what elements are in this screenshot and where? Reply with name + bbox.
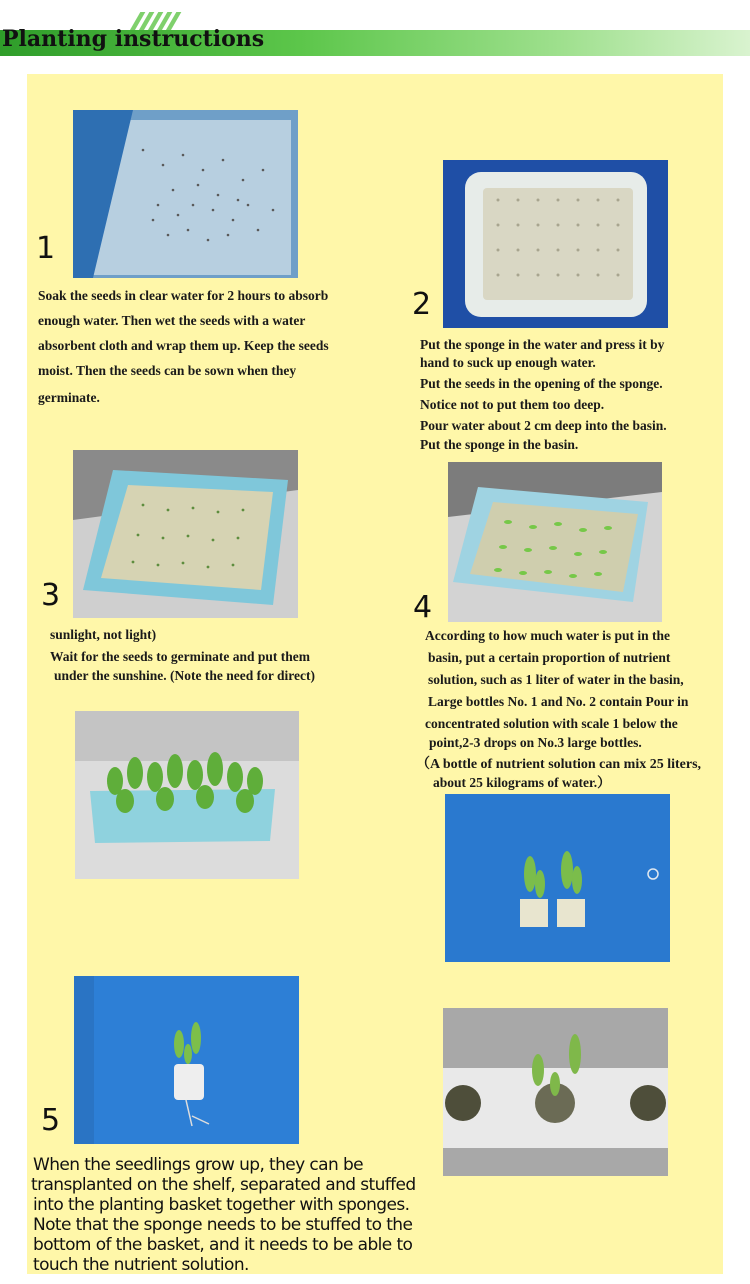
photo-seeds-in-tray bbox=[73, 450, 298, 618]
photo-seedling-basket bbox=[74, 976, 299, 1144]
photo-seeds-on-cloth bbox=[73, 110, 298, 278]
step-5-number: 5 bbox=[41, 1103, 61, 1138]
photo-sponge-tray bbox=[443, 160, 668, 328]
photo-seedling-pipe bbox=[443, 1008, 668, 1176]
step-4-number: 4 bbox=[413, 590, 433, 625]
step-2-number: 2 bbox=[412, 287, 432, 322]
photo-two-seedlings bbox=[445, 794, 670, 962]
step-5-text: When the seedlings grow up, they can be transplanted on the shelf, separated and stuffed into the planting basket together with sponges. Note that the sponge needs to be stuffed to the bottom of the basket, and it needs to be able to touch the nutrient solution. bbox=[31, 1155, 416, 1275]
page-title: Planting instructions bbox=[2, 26, 265, 52]
photo-seedlings-tray bbox=[75, 711, 299, 879]
step-1-text: Soak the seeds in clear water for 2 hours to absorb enough water. Then wet the seeds with a water absorbent cloth and wrap them up. Keep the seeds moist. Then the seeds can be sown when they germinate. bbox=[38, 288, 329, 405]
step-3-text: sunlight, not light) Wait for the seeds to germinate and put them under the sunshine. (Note the need for direct) bbox=[50, 627, 315, 683]
step-3-number: 3 bbox=[41, 578, 61, 613]
step-1-number: 1 bbox=[36, 231, 56, 266]
photo-sprouts-in-tray bbox=[448, 462, 662, 622]
step-4-text: According to how much water is put in the basin, put a certain proportion of nutrient solution, such as 1 liter of water in the basin, Large bottles No. 1 and No. 2 contain Pour in concentrated solution with scale 1 below the point,2-3 drops on No.3 large bottles. （A bottle of nutrient solution can mix 25 liters, about 25 kilograms of water.） bbox=[416, 628, 702, 790]
step-2-text: Put the sponge in the water and press it by hand to suck up enough water. Put the seeds in the opening of the sponge. Notice not to put them too deep. Pour water about 2 cm deep into the basin. Put the sponge in the basin. bbox=[420, 337, 667, 452]
